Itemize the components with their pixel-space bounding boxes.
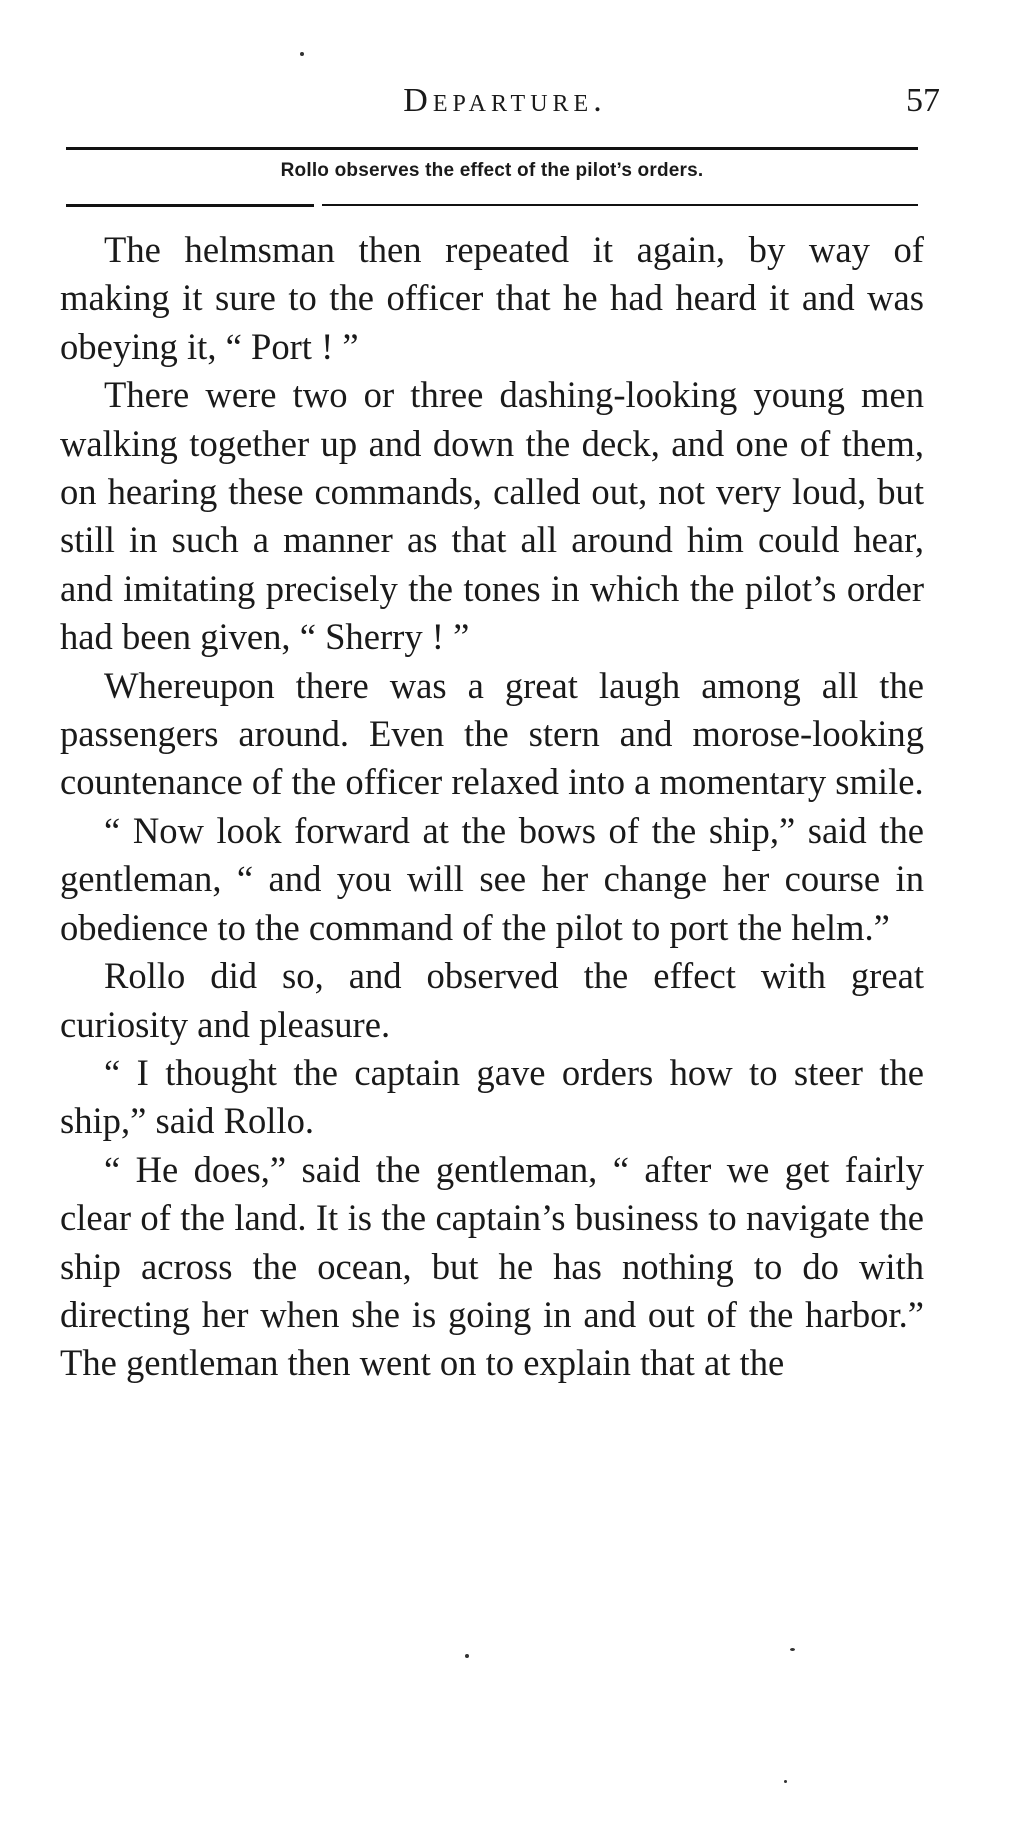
paragraph: “ Now look forward at the bows of the ship,” said the gentleman, “ and you will see her change her course in obedience to the command of the pilot to port the helm.” bbox=[60, 809, 924, 948]
paragraph: “ He does,” said the gentleman, “ after we get fairly clear of the land. It is the captain’s business to navigate the ship across the ocean, but he has nothing to do with directing her when she is going in and out of the harbor.” The gentleman then went on to explain that at the bbox=[60, 1148, 924, 1384]
body-text bbox=[60, 226, 924, 1388]
chapter-header-title: Departure. bbox=[403, 82, 607, 119]
running-head: Rollo observes the effect of the pilot’s orders. bbox=[280, 160, 704, 181]
paragraph: Whereupon there was a great laugh among all the passengers around. Even the stern and morose-looking countenance of the officer relaxed into a momentary smile. bbox=[60, 664, 924, 803]
paragraph: Rollo did so, and observed the effect with great curiosity and pleasure. bbox=[60, 955, 924, 1045]
page-number: 57 bbox=[906, 82, 940, 119]
scan-speck bbox=[465, 1654, 469, 1658]
scan-speck bbox=[784, 1780, 787, 1783]
paragraph: The helmsman then repeated it again, by way of making it sure to the officer that he had heard it and was obeying it, “ Port ! ” bbox=[60, 229, 924, 367]
paragraph: There were two or three dashing-looking young men walking together up and down the deck, and one of them, on hearing these commands, called out, not very loud, but still in such a manner as that all around him could hear, and imitating precisely the tones in which the pilot’s order had been given, “ Sherry ! ” bbox=[60, 374, 924, 658]
header-rule-bottom-left bbox=[66, 204, 314, 207]
header-rule-top bbox=[66, 147, 918, 150]
header-rule-bottom-right bbox=[322, 204, 918, 206]
paragraph: “ I thought the captain gave orders how to steer the ship,” said Rollo. bbox=[60, 1051, 924, 1142]
scan-speck bbox=[790, 1648, 795, 1651]
scan-speck bbox=[300, 52, 304, 56]
